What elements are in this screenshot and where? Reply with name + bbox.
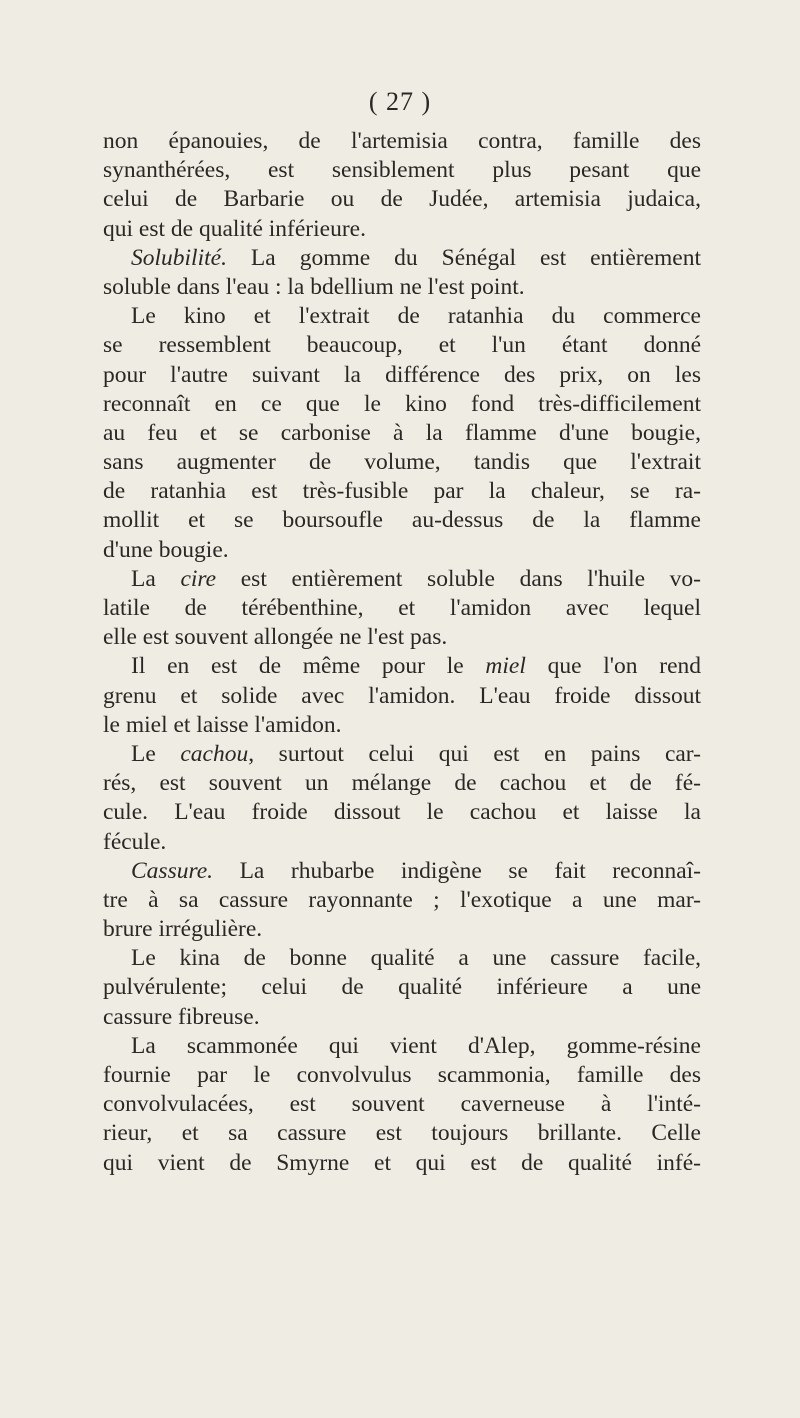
text-line: qui est de qualité inférieure. bbox=[103, 215, 366, 242]
text-line: fécule. bbox=[103, 828, 167, 855]
paragraph-heading-line bbox=[103, 244, 701, 273]
text-line: grenu et solide avec l'amidon. L'eau froide dissout bbox=[103, 682, 701, 709]
text-line: mollit et se boursoufle au-dessus de la flamme bbox=[103, 507, 701, 534]
text-span: est entièrement soluble dans l'huile vo- bbox=[216, 565, 701, 592]
text-span: que l'on rend bbox=[525, 653, 701, 680]
text-line: Le kina de bonne qualité a une cassure facile, bbox=[131, 945, 701, 972]
text-line: pour l'autre suivant la différence des prix, on les bbox=[103, 361, 701, 388]
term-cire: cire bbox=[180, 565, 217, 592]
text-span: La bbox=[131, 565, 181, 592]
text-line: brure irrégulière. bbox=[103, 916, 263, 943]
text-line: synanthérées, est sensiblement plus pesant que bbox=[103, 157, 701, 184]
text-line: sans augmenter de volume, tandis que l'extrait bbox=[103, 449, 701, 476]
page-number: ( 27 ) bbox=[368, 87, 432, 116]
text-span: Il en est de même pour le bbox=[131, 653, 486, 680]
text-span: , surtout celui qui est en pains car- bbox=[248, 740, 701, 767]
text-line: fournie par le convolvulus scammonia, famille des bbox=[103, 1062, 701, 1088]
text-line: soluble dans l'eau : la bdellium ne l'est point. bbox=[103, 273, 525, 300]
text-span: La rhubarbe indigène se fait reconnaî- bbox=[213, 857, 701, 884]
term-cachou: cachou bbox=[180, 740, 249, 767]
text-line: latile de térébenthine, et l'amidon avec lequel bbox=[103, 595, 701, 621]
term-miel: miel bbox=[485, 653, 526, 680]
text-line: tre à sa cassure rayonnante ; l'exotique a une mar- bbox=[103, 886, 701, 913]
text-line: qui vient de Smyrne et qui est de qualité infé- bbox=[103, 1149, 701, 1176]
text-span: Le bbox=[131, 740, 181, 767]
text-line bbox=[103, 565, 701, 594]
text-line: elle est souvent allongée ne l'est pas. bbox=[103, 624, 448, 651]
text-line: rieur, et sa cassure est toujours brillante. Celle bbox=[103, 1120, 701, 1147]
text-line: La scammonée qui vient d'Alep, gomme-résine bbox=[131, 1032, 701, 1059]
section-lead-cassure: Cassure. bbox=[131, 857, 214, 884]
text-line: celui de Barbarie ou de Judée, artemisia judaica, bbox=[103, 186, 701, 213]
text-line: au feu et se carbonise à la flamme d'une bougie, bbox=[103, 419, 701, 446]
text-line: de ratanhia est très-fusible par la chaleur, se ra- bbox=[103, 478, 701, 505]
text-line bbox=[103, 652, 701, 681]
text-span: La gomme du Sénégal est entièrement bbox=[226, 244, 701, 271]
text-line: rés, est souvent un mélange de cachou et de fé- bbox=[103, 770, 701, 797]
body-text bbox=[103, 127, 701, 1178]
text-line: non épanouies, de l'artemisia contra, famille des bbox=[103, 128, 701, 154]
text-line: pulvérulente; celui de qualité inférieure a une bbox=[103, 974, 701, 1001]
text-line: le miel et laisse l'amidon. bbox=[103, 711, 342, 738]
text-line bbox=[103, 740, 701, 769]
text-line: reconnaît en ce que le kino fond très-difficilement bbox=[103, 390, 701, 417]
text-line: convolvulacées, est souvent caverneuse à l'inté- bbox=[103, 1091, 701, 1118]
section-lead-solubilite: Solubilité. bbox=[131, 244, 227, 271]
text-line: d'une bougie. bbox=[103, 536, 229, 563]
text-line: se ressemblent beaucoup, et l'un étant donné bbox=[103, 332, 701, 359]
text-line: cassure fibreuse. bbox=[103, 1003, 260, 1030]
text-line: cule. L'eau froide dissout le cachou et laisse la bbox=[103, 799, 701, 826]
paragraph-heading-line bbox=[103, 857, 701, 886]
text-line: Le kino et l'extrait de ratanhia du commerce bbox=[131, 303, 701, 330]
